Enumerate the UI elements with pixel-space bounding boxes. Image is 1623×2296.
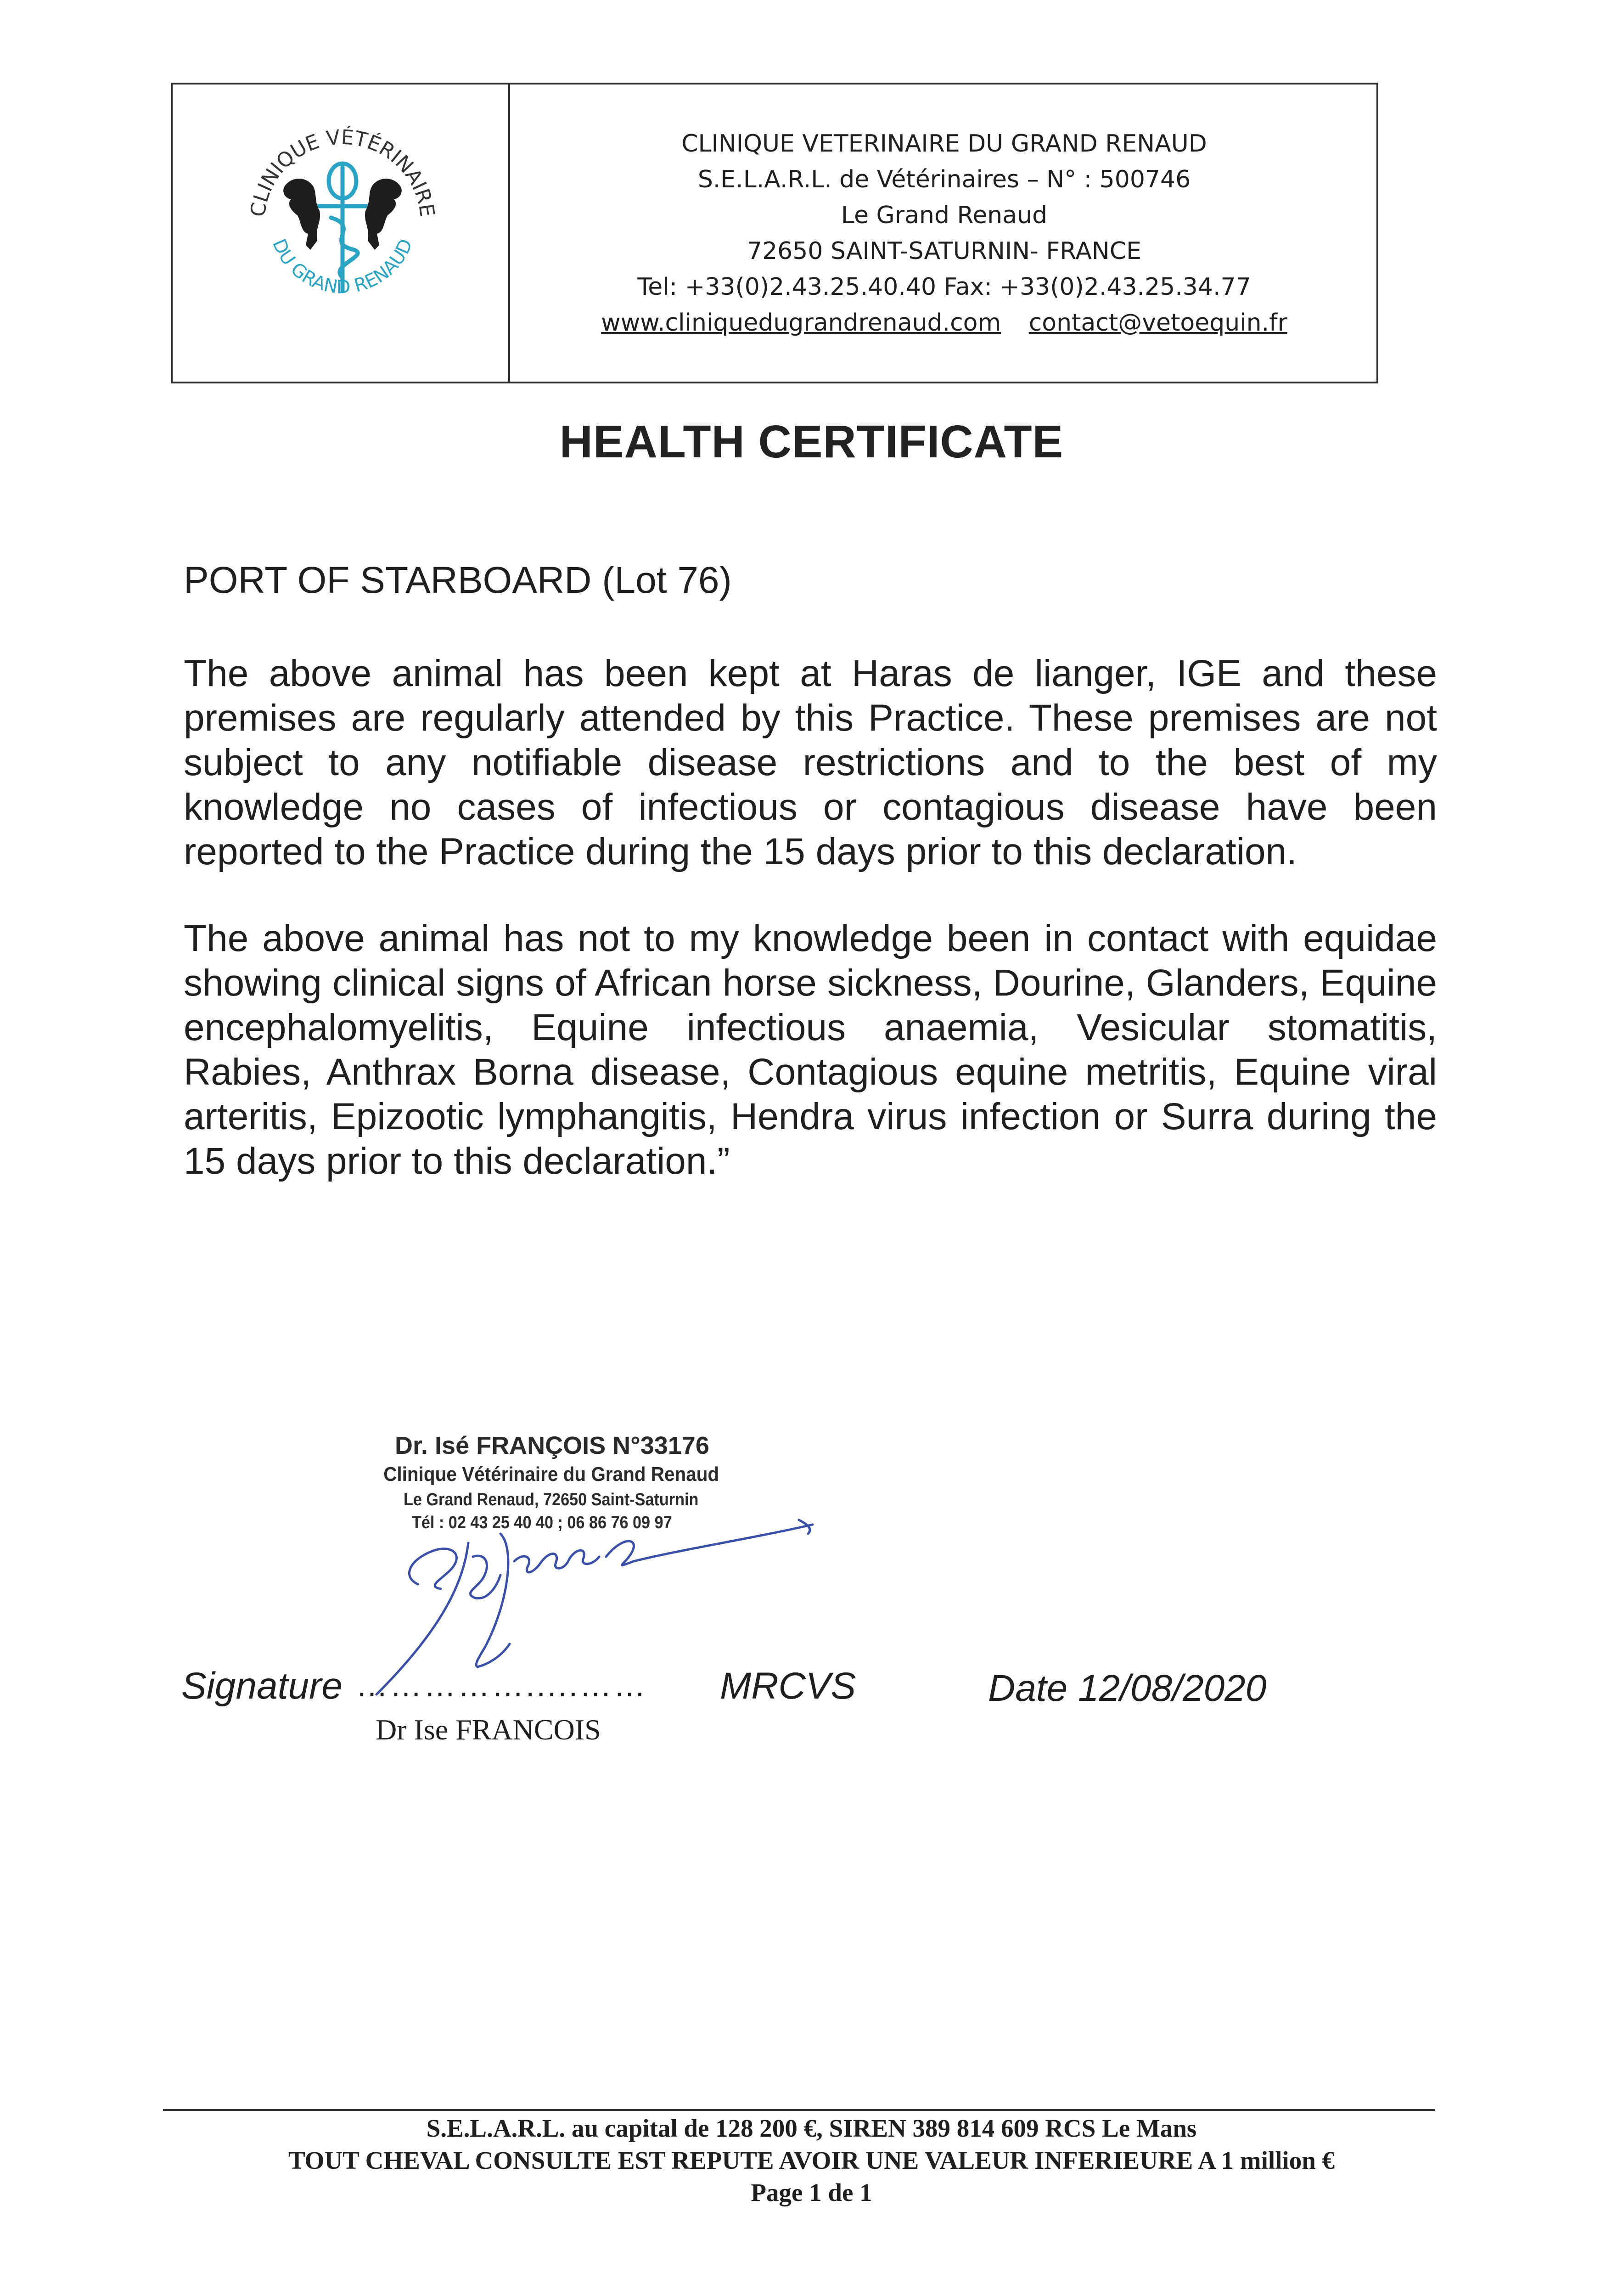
clinic-address-line2: 72650 SAINT-SATURNIN- FRANCE bbox=[747, 237, 1141, 265]
footer-divider bbox=[163, 2109, 1435, 2111]
certificate-subject: PORT OF STARBOARD (Lot 76) bbox=[184, 559, 732, 601]
caduceus-icon bbox=[315, 163, 370, 291]
logo-cell bbox=[173, 84, 510, 382]
footer-company-info: S.E.L.A.R.L. au capital de 128 200 €, SIREN 389 814 609 RCS Le Mans bbox=[426, 2114, 1197, 2142]
document-title: HEALTH CERTIFICATE bbox=[559, 416, 1064, 467]
letterhead-box bbox=[171, 83, 1378, 383]
website-link[interactable]: www.cliniquedugrandrenaud.com bbox=[601, 309, 1001, 337]
declaration-paragraph-2: The above animal has not to my knowledge been in contact with equidae showing clinical signs of African horse sickness, Dourine, Glanders, Equine encephalomyelitis, Equine infectious anaemia, Vesicular stomatitis, Rabies, Anthrax Borna disease, Contagious equine metritis, Equine viral arteritis, Epizootic lymphangitis, Hendra virus infection or Surra during the 15 days prior to this declaration.” bbox=[184, 917, 1437, 1182]
signature-dotted-line: …………….....…… bbox=[356, 1667, 648, 1703]
stamp-line-2: Clinique Vétérinaire du Grand Renaud bbox=[383, 1463, 719, 1486]
logo-text-top: CLINIQUE VÉTÉRINAIRE bbox=[246, 125, 439, 219]
email-link[interactable]: contact@vetoequin.fr bbox=[1028, 309, 1287, 337]
clinic-logo bbox=[237, 112, 448, 323]
page-number: Page 1 de 1 bbox=[751, 2178, 872, 2206]
stamp-line-3: Le Grand Renaud, 72650 Saint-Saturnin bbox=[404, 1490, 699, 1509]
stamp-line-4: Tél : 02 43 25 40 40 ; 06 86 76 09 97 bbox=[412, 1513, 672, 1532]
signatory-name: Dr Ise FRANCOIS bbox=[376, 1713, 601, 1746]
clinic-phone-fax: Tel: +33(0)2.43.25.40.40 Fax: +33(0)2.43.25.34.77 bbox=[637, 273, 1251, 301]
clinic-links bbox=[510, 305, 1378, 341]
clinic-name: CLINIQUE VETERINAIRE DU GRAND RENAUD bbox=[681, 130, 1207, 158]
signature-label: Signature bbox=[181, 1665, 343, 1707]
clinic-contact-block bbox=[510, 84, 1378, 382]
stamp-line-1: Dr. Isé FRANÇOIS N°33176 bbox=[395, 1432, 709, 1459]
signature-qualification: MRCVS bbox=[720, 1665, 856, 1707]
page-footer bbox=[0, 2112, 1623, 2209]
logo-text-bottom: DU GRAND RENAUD bbox=[268, 236, 417, 298]
declaration-paragraph-1: The above animal has been kept at Haras de lianger, IGE and these premises are regularly attended by this Practice. These premises are not subject to any notifiable disease restrictions and to the best of my knowledge no cases of infectious or contagious disease have been reported to the Practice during the 15 days prior to this declaration. bbox=[184, 653, 1437, 872]
certificate-date: Date 12/08/2020 bbox=[988, 1667, 1267, 1709]
clinic-address-line1: Le Grand Renaud bbox=[841, 202, 1048, 229]
clinic-legal-line: S.E.L.A.R.L. de Vétérinaires – N° : 500746 bbox=[697, 166, 1191, 193]
footer-disclaimer: TOUT CHEVAL CONSULTE EST REPUTE AVOIR UNE VALEUR INFERIEURE A 1 million € bbox=[288, 2146, 1335, 2174]
